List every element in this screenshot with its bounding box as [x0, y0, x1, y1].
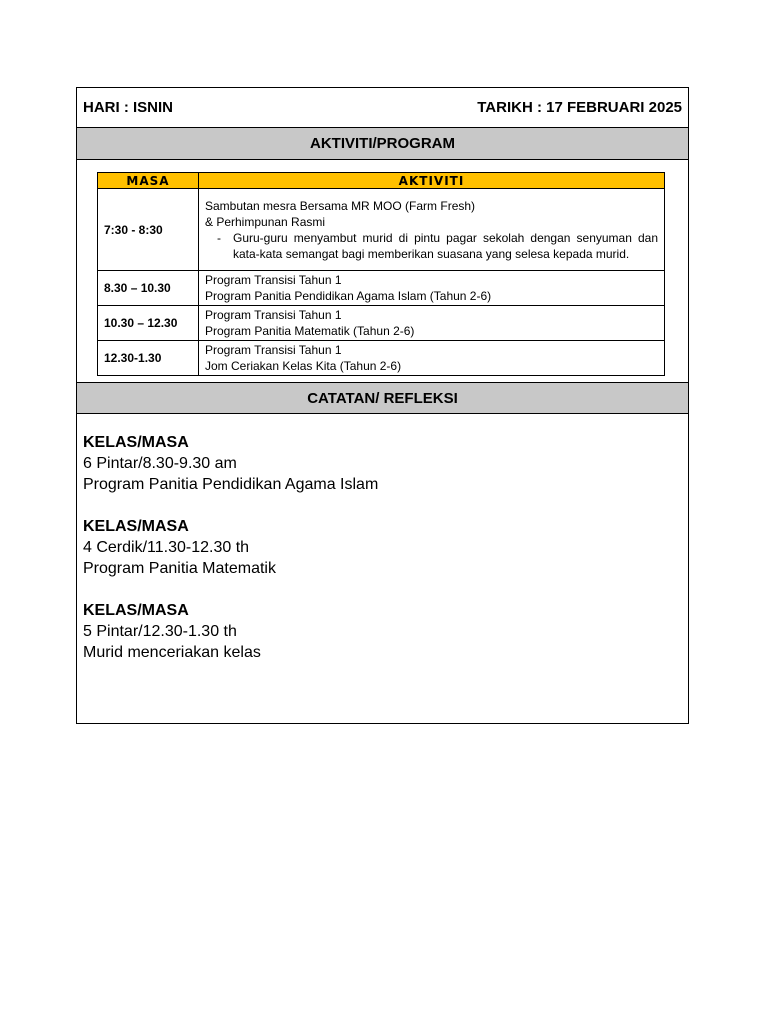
row-activity: [199, 341, 665, 376]
notes-body: [83, 432, 378, 684]
row-activity: [199, 271, 665, 306]
bullet-text: Guru-guru menyambut murid di pintu pagar sekolah dengan senyuman dan kata-kata semangat bagi memberikan suasana yang selesa kepada murid.: [233, 230, 658, 261]
note-group: [83, 516, 378, 579]
note-activity: Program Panitia Pendidikan Agama Islam: [83, 476, 379, 493]
activity-line: Jom Ceriakan Kelas Kita (Tahun 2-6): [205, 359, 402, 373]
note-class-time: 6 Pintar/8.30-9.30 am: [83, 455, 237, 472]
header-row: [77, 88, 688, 128]
activity-line: Program Panitia Matematik (Tahun 2-6): [205, 324, 415, 338]
section-notes-heading: [77, 382, 688, 414]
table-row: [98, 189, 665, 271]
activity-line: Program Transisi Tahun 1: [205, 273, 342, 287]
section-program-title: AKTIVITI/PROGRAM: [310, 135, 455, 152]
row-time: 10.30 – 12.30: [98, 306, 199, 341]
activity-line: Program Transisi Tahun 1: [205, 343, 342, 357]
table-row: [98, 306, 665, 341]
activity-bullet: [205, 230, 658, 262]
note-label: KELAS/MASA: [83, 518, 189, 535]
table-row: [98, 341, 665, 376]
activity-line: & Perhimpunan Rasmi: [205, 214, 326, 229]
row-time: 12.30-1.30: [98, 341, 199, 376]
note-class-time: 4 Cerdik/11.30-12.30 th: [83, 539, 250, 556]
date-label: TARIKH : 17 FEBRUARI 2025: [477, 99, 682, 116]
section-program-heading: [77, 128, 688, 160]
row-time: 8.30 – 10.30: [98, 271, 199, 306]
daily-report-frame: [76, 87, 689, 724]
note-label: KELAS/MASA: [83, 434, 189, 451]
row-time: 7:30 - 8:30: [98, 189, 199, 271]
note-group: [83, 432, 378, 495]
col-time-header: MASA: [98, 173, 199, 189]
day-label: HARI : ISNIN: [83, 99, 173, 116]
section-notes-title: CATATAN/ REFLEKSI: [307, 389, 458, 407]
activity-line: Program Panitia Pendidikan Agama Islam (Tahun 2-6): [205, 289, 492, 303]
bullet-dash: -: [217, 230, 221, 245]
col-activity-header: AKTIVITI: [199, 173, 665, 189]
note-label: KELAS/MASA: [83, 602, 189, 619]
activity-line: Program Transisi Tahun 1: [205, 308, 342, 322]
activity-line: Sambutan mesra Bersama MR MOO (Farm Fresh): [205, 198, 476, 213]
note-activity: Murid menceriakan kelas: [83, 644, 261, 661]
note-class-time: 5 Pintar/12.30-1.30 th: [83, 623, 237, 640]
table-row: [98, 271, 665, 306]
note-activity: Program Panitia Matematik: [83, 560, 276, 577]
schedule-table: [97, 172, 665, 376]
row-activity: [199, 189, 665, 271]
schedule-header-row: [98, 173, 665, 189]
row-activity: [199, 306, 665, 341]
note-group: [83, 600, 378, 663]
